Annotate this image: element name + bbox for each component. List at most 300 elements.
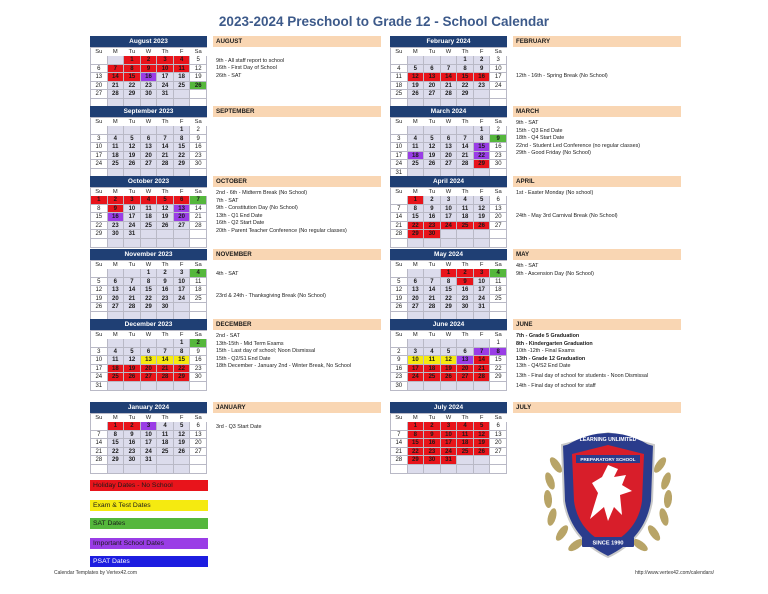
empty-day-cell	[457, 382, 474, 391]
day-cell: 10	[490, 65, 507, 74]
empty-day-cell	[424, 382, 441, 391]
month-events-panel	[513, 36, 681, 80]
day-cell: 16	[108, 213, 125, 222]
day-cell: 20	[457, 365, 474, 374]
day-cell: 28	[91, 456, 108, 465]
empty-day-cell	[157, 239, 174, 248]
day-cell: 7	[108, 65, 125, 74]
month-events-panel	[513, 319, 681, 390]
day-cell: 4	[408, 135, 425, 144]
event-line: 9th - Constitution Day (No School)	[216, 205, 298, 212]
day-cell: 30	[124, 456, 141, 465]
day-cell: 30	[424, 230, 441, 239]
day-cell: 29	[108, 456, 125, 465]
day-cell: 22	[441, 295, 458, 304]
day-cell: 28	[391, 456, 408, 465]
day-cell: 26	[424, 160, 441, 169]
event-line: 18th December - January 2nd - Winter Break, No School	[216, 363, 352, 370]
logo-top-text: LEARNING UNLIMITED	[579, 437, 637, 443]
empty-day-cell	[174, 456, 191, 465]
day-cell: 22	[124, 82, 141, 91]
day-cell: 24	[174, 295, 191, 304]
empty-day-cell	[457, 339, 474, 348]
day-cell: 11	[141, 205, 158, 214]
empty-day-cell	[490, 230, 507, 239]
day-cell: 25	[157, 448, 174, 457]
empty-day-cell	[157, 382, 174, 391]
day-cell: 19	[424, 152, 441, 161]
day-cell: 1	[124, 56, 141, 65]
day-cell: 7	[157, 135, 174, 144]
day-cell: 6	[457, 348, 474, 357]
empty-day-cell	[424, 339, 441, 348]
day-cell: 3	[141, 422, 158, 431]
day-cell: 18	[108, 365, 125, 374]
day-cell: 22	[174, 152, 191, 161]
day-of-week-header: Tu	[424, 261, 441, 269]
empty-day-cell	[108, 126, 125, 135]
day-cell: 25	[424, 373, 441, 382]
month-calendar	[390, 106, 507, 178]
month-grid	[90, 260, 207, 321]
empty-day-cell	[408, 382, 425, 391]
day-cell: 17	[408, 365, 425, 374]
day-cell: 5	[190, 56, 207, 65]
day-of-week-header: Su	[91, 261, 108, 269]
day-cell: 22	[108, 448, 125, 457]
empty-day-cell	[141, 230, 158, 239]
day-cell: 4	[457, 196, 474, 205]
day-of-week-header: Sa	[490, 261, 507, 269]
empty-day-cell	[490, 382, 507, 391]
day-cell: 25	[108, 373, 125, 382]
day-of-week-header: M	[408, 48, 425, 56]
events-month-title: SEPTEMBER	[213, 106, 381, 117]
day-cell: 7	[441, 65, 458, 74]
day-cell: 27	[141, 160, 158, 169]
day-cell: 19	[91, 295, 108, 304]
day-cell: 1	[408, 196, 425, 205]
day-cell: 20	[408, 295, 425, 304]
day-cell: 14	[391, 213, 408, 222]
empty-day-cell	[457, 465, 474, 474]
day-of-week-header: W	[441, 414, 458, 422]
day-cell: 28	[124, 303, 141, 312]
day-cell: 25	[457, 222, 474, 231]
day-cell: 15	[408, 213, 425, 222]
day-cell: 11	[108, 143, 125, 152]
day-cell: 6	[424, 65, 441, 74]
month-title: September 2023	[90, 106, 207, 117]
empty-day-cell	[408, 269, 425, 278]
day-cell: 22	[457, 82, 474, 91]
empty-day-cell	[391, 269, 408, 278]
empty-day-cell	[157, 456, 174, 465]
day-cell: 5	[391, 278, 408, 287]
empty-day-cell	[391, 239, 408, 248]
day-cell: 22	[408, 222, 425, 231]
day-cell: 2	[474, 56, 491, 65]
empty-day-cell	[124, 239, 141, 248]
month-events-panel	[213, 249, 381, 301]
day-cell: 16	[190, 356, 207, 365]
day-cell: 9	[157, 278, 174, 287]
events-month-title: NOVEMBER	[213, 249, 381, 260]
day-cell: 10	[391, 143, 408, 152]
day-cell: 24	[91, 160, 108, 169]
day-cell: 24	[441, 448, 458, 457]
day-of-week-header: W	[141, 188, 158, 196]
empty-day-cell	[190, 382, 207, 391]
month-events-panel	[213, 36, 381, 80]
day-cell: 21	[124, 295, 141, 304]
day-of-week-header: Tu	[124, 261, 141, 269]
school-logo-icon	[528, 411, 688, 571]
footer-left: Calendar Templates by Vertex42.com	[54, 570, 138, 576]
day-cell: 26	[474, 222, 491, 231]
month-title: July 2024	[390, 402, 507, 413]
empty-day-cell	[490, 90, 507, 99]
day-of-week-header: M	[408, 261, 425, 269]
day-cell: 5	[91, 278, 108, 287]
day-of-week-header: F	[474, 261, 491, 269]
day-cell: 12	[124, 356, 141, 365]
day-cell: 12	[441, 356, 458, 365]
event-line: 12th - 16th - Spring Break (No School)	[516, 72, 608, 79]
day-cell: 5	[157, 196, 174, 205]
month-title: October 2023	[90, 176, 207, 187]
day-cell: 31	[141, 456, 158, 465]
day-cell: 15	[457, 73, 474, 82]
event-line: 2nd - 6th - Midterm Break (No School)	[216, 190, 308, 196]
page-title: 2023-2024 Preschool to Grade 12 - School Calendar	[218, 14, 550, 29]
day-cell: 3	[441, 196, 458, 205]
day-cell: 20	[441, 152, 458, 161]
day-cell: 23	[391, 373, 408, 382]
day-cell: 29	[408, 230, 425, 239]
day-of-week-header: Su	[391, 118, 408, 126]
empty-day-cell	[190, 230, 207, 239]
day-cell: 13	[91, 73, 108, 82]
empty-day-cell	[457, 239, 474, 248]
day-cell: 4	[141, 196, 158, 205]
day-of-week-header: W	[141, 261, 158, 269]
day-of-week-header: Sa	[190, 188, 207, 196]
day-cell: 22	[474, 152, 491, 161]
day-cell: 8	[474, 135, 491, 144]
day-cell: 18	[108, 152, 125, 161]
event-line: 18th - Q4 Start Date	[516, 135, 565, 142]
day-cell: 16	[124, 439, 141, 448]
month-grid	[90, 187, 207, 248]
day-of-week-header: W	[441, 48, 458, 56]
day-of-week-header: Th	[157, 48, 174, 56]
day-cell: 30	[190, 160, 207, 169]
day-cell: 20	[141, 365, 158, 374]
day-cell: 27	[490, 222, 507, 231]
day-of-week-header: Th	[157, 331, 174, 339]
day-cell: 8	[174, 348, 191, 357]
day-cell: 28	[424, 303, 441, 312]
day-cell: 9	[108, 205, 125, 214]
day-cell: 14	[157, 143, 174, 152]
day-cell: 10	[157, 65, 174, 74]
month-events-panel	[213, 319, 381, 371]
day-cell: 23	[424, 222, 441, 231]
day-cell: 10	[474, 278, 491, 287]
day-cell: 1	[141, 269, 158, 278]
empty-day-cell	[91, 126, 108, 135]
month-calendar	[390, 249, 507, 321]
empty-day-cell	[141, 239, 158, 248]
day-of-week-header: Th	[457, 261, 474, 269]
day-cell: 11	[157, 431, 174, 440]
empty-day-cell	[441, 465, 458, 474]
day-of-week-header: Su	[391, 261, 408, 269]
month-grid	[90, 47, 207, 108]
day-cell: 6	[441, 135, 458, 144]
day-cell: 24	[124, 222, 141, 231]
day-cell: 21	[157, 365, 174, 374]
day-of-week-header: Sa	[490, 331, 507, 339]
day-cell: 15	[474, 143, 491, 152]
event-line	[513, 50, 681, 58]
month-calendar	[90, 319, 207, 391]
day-cell: 6	[174, 196, 191, 205]
day-cell: 12	[124, 143, 141, 152]
empty-day-cell	[91, 269, 108, 278]
day-cell: 8	[124, 65, 141, 74]
empty-day-cell	[391, 56, 408, 65]
day-of-week-header: F	[174, 414, 191, 422]
day-cell: 14	[108, 73, 125, 82]
day-cell: 18	[190, 286, 207, 295]
day-cell: 20	[174, 213, 191, 222]
day-cell: 17	[91, 365, 108, 374]
month-title: August 2023	[90, 36, 207, 47]
empty-day-cell	[457, 230, 474, 239]
day-cell: 16	[391, 365, 408, 374]
day-of-week-header: Th	[457, 118, 474, 126]
day-of-week-header: F	[474, 48, 491, 56]
events-month-title: MARCH	[513, 106, 681, 117]
day-of-week-header: Tu	[424, 118, 441, 126]
day-cell: 5	[474, 196, 491, 205]
empty-day-cell	[424, 269, 441, 278]
day-cell: 13	[408, 286, 425, 295]
day-cell: 20	[490, 439, 507, 448]
day-cell: 7	[474, 348, 491, 357]
day-cell: 26	[391, 303, 408, 312]
day-cell: 5	[441, 348, 458, 357]
day-cell: 29	[174, 160, 191, 169]
day-cell: 24	[141, 448, 158, 457]
empty-day-cell	[157, 339, 174, 348]
day-cell: 13	[141, 143, 158, 152]
day-cell: 27	[424, 90, 441, 99]
day-of-week-header: W	[441, 118, 458, 126]
footer-right: http://www.vertex42.com/calendars/	[635, 570, 714, 576]
day-cell: 3	[124, 196, 141, 205]
events-month-title: OCTOBER	[213, 176, 381, 187]
event-line: 13th-15th - Mid Term Exams	[216, 340, 284, 347]
event-line: 20th - Parent Teacher Conference (No regular classes)	[216, 227, 347, 234]
day-of-week-header: Th	[457, 331, 474, 339]
day-cell: 22	[408, 448, 425, 457]
day-cell: 6	[91, 65, 108, 74]
day-cell: 13	[190, 431, 207, 440]
day-cell: 30	[141, 90, 158, 99]
event-line: 4th - SAT	[516, 263, 539, 269]
day-cell: 26	[174, 448, 191, 457]
day-cell: 2	[124, 422, 141, 431]
day-of-week-header: M	[408, 414, 425, 422]
day-of-week-header: W	[141, 331, 158, 339]
day-cell: 6	[490, 196, 507, 205]
day-cell: 21	[91, 448, 108, 457]
day-cell: 24	[408, 373, 425, 382]
events-month-title: MAY	[513, 249, 681, 260]
day-cell: 14	[424, 286, 441, 295]
day-cell: 12	[424, 143, 441, 152]
event-line: 13th - Q4/S2 End Date	[516, 363, 571, 370]
legend-item: Exam & Test Dates	[90, 500, 208, 511]
legend-item: Holiday Dates - No School	[90, 480, 208, 491]
day-of-week-header: Su	[391, 331, 408, 339]
day-cell: 22	[91, 222, 108, 231]
empty-day-cell	[424, 239, 441, 248]
event-line: 15th - Last day of school; Noon Dismissal	[216, 348, 316, 355]
day-cell: 13	[457, 356, 474, 365]
day-cell: 1	[408, 422, 425, 431]
empty-day-cell	[441, 239, 458, 248]
event-line: 9th - All staff report to school	[216, 57, 285, 64]
day-of-week-header: W	[441, 261, 458, 269]
day-cell: 3	[91, 348, 108, 357]
empty-day-cell	[174, 382, 191, 391]
day-cell: 12	[157, 205, 174, 214]
day-cell: 16	[424, 213, 441, 222]
day-cell: 9	[391, 356, 408, 365]
day-cell: 17	[490, 73, 507, 82]
month-calendar	[90, 249, 207, 321]
event-line	[213, 263, 381, 271]
day-cell: 28	[457, 160, 474, 169]
day-of-week-header: M	[108, 414, 125, 422]
day-cell: 22	[141, 295, 158, 304]
events-month-title: AUGUST	[213, 36, 381, 47]
day-cell: 16	[457, 286, 474, 295]
empty-day-cell	[391, 196, 408, 205]
day-cell: 4	[108, 348, 125, 357]
event-line	[213, 416, 381, 424]
day-cell: 18	[141, 213, 158, 222]
empty-day-cell	[91, 56, 108, 65]
day-cell: 18	[424, 365, 441, 374]
day-cell: 15	[141, 286, 158, 295]
day-cell: 31	[157, 90, 174, 99]
day-cell: 5	[408, 65, 425, 74]
month-grid	[390, 260, 507, 321]
day-of-week-header: Sa	[190, 414, 207, 422]
month-grid	[390, 330, 507, 391]
event-line: 23rd & 24th - Thanksgiving Break (No School)	[216, 293, 326, 300]
day-cell: 16	[424, 439, 441, 448]
day-cell: 14	[91, 439, 108, 448]
day-cell: 3	[174, 269, 191, 278]
day-of-week-header: M	[408, 331, 425, 339]
day-cell: 1	[108, 422, 125, 431]
month-calendar	[90, 36, 207, 108]
day-cell: 24	[391, 160, 408, 169]
day-cell: 21	[391, 448, 408, 457]
day-cell: 17	[441, 439, 458, 448]
day-of-week-header: F	[174, 118, 191, 126]
day-cell: 20	[141, 152, 158, 161]
day-cell: 7	[457, 135, 474, 144]
day-cell: 29	[174, 373, 191, 382]
day-of-week-header: Th	[457, 48, 474, 56]
day-of-week-header: M	[408, 118, 425, 126]
day-cell: 11	[424, 356, 441, 365]
logo-bottom-text: SINCE 1990	[592, 540, 624, 547]
empty-day-cell	[91, 465, 108, 474]
day-of-week-header: Su	[91, 414, 108, 422]
empty-day-cell	[474, 382, 491, 391]
day-of-week-header: Su	[91, 118, 108, 126]
day-cell: 2	[391, 348, 408, 357]
event-line: 9th - SAT	[516, 120, 539, 126]
day-cell: 8	[408, 205, 425, 214]
day-cell: 5	[424, 135, 441, 144]
day-cell: 7	[391, 205, 408, 214]
day-cell: 18	[457, 439, 474, 448]
day-cell: 18	[408, 152, 425, 161]
day-cell: 19	[124, 152, 141, 161]
day-cell: 2	[157, 269, 174, 278]
day-cell: 18	[391, 82, 408, 91]
day-cell: 10	[91, 143, 108, 152]
day-cell: 1	[174, 126, 191, 135]
day-cell: 19	[190, 73, 207, 82]
month-grid	[390, 117, 507, 178]
month-title: November 2023	[90, 249, 207, 260]
day-cell: 3	[408, 348, 425, 357]
day-cell: 2	[457, 269, 474, 278]
day-of-week-header: M	[408, 188, 425, 196]
month-events-panel	[513, 176, 681, 220]
day-cell: 3	[474, 269, 491, 278]
empty-day-cell	[124, 339, 141, 348]
day-cell: 4	[391, 65, 408, 74]
events-month-title: DECEMBER	[213, 319, 381, 330]
legend-item: PSAT Dates	[90, 556, 208, 567]
event-line: 22nd - Student Led Conference (no regular classes)	[516, 142, 641, 149]
day-cell: 15	[490, 356, 507, 365]
event-line: 8th - Kindergarten Graduation	[516, 340, 593, 347]
empty-day-cell	[174, 230, 191, 239]
empty-day-cell	[174, 90, 191, 99]
day-cell: 23	[490, 152, 507, 161]
day-cell: 26	[190, 82, 207, 91]
day-cell: 25	[174, 82, 191, 91]
day-cell: 19	[408, 82, 425, 91]
day-cell: 16	[157, 286, 174, 295]
event-line	[213, 50, 381, 58]
event-line: 16th - Q2 Start Date	[216, 220, 265, 227]
month-title: June 2024	[390, 319, 507, 330]
day-cell: 23	[141, 82, 158, 91]
